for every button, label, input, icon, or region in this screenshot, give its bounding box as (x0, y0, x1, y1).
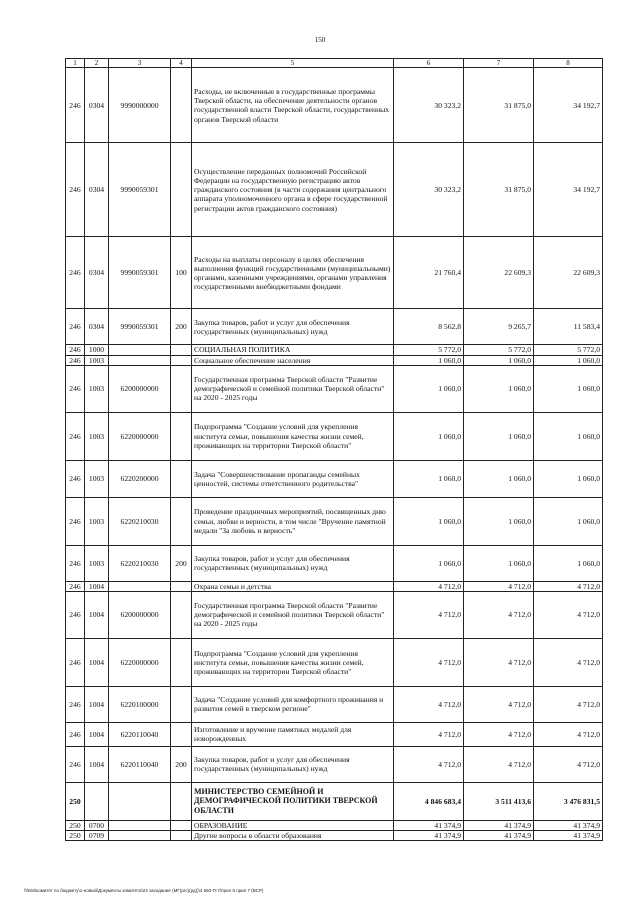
amount-2022-cell: 9 265,7 (464, 309, 534, 345)
amount-2021-cell: 1 060,0 (394, 497, 464, 545)
table-row (66, 497, 603, 545)
description-cell: Изготовление и вручение памятных медалей для новорожденных (192, 722, 394, 746)
description-cell: Осуществление переданных полномочий Российской Федерации на государственную регистрацию актов гражданского состояния (в части содержания центрального аппарата уполномоченного органа в сфере государственной регистрации актов гражданского состояния) (192, 143, 394, 237)
table-row (66, 746, 603, 782)
table-row (66, 460, 603, 497)
expense-type-cell (171, 638, 192, 686)
section-code-cell: 0304 (85, 309, 109, 345)
section-code-cell: 1003 (85, 355, 109, 365)
expense-type-cell: 200 (171, 746, 192, 782)
amount-2021-cell: 1 060,0 (394, 460, 464, 497)
column-number: 5 (192, 59, 394, 68)
target-article-cell: 6220000000 (109, 412, 171, 460)
ministry-code-cell: 246 (66, 545, 85, 581)
amount-2023-cell: 4 712,0 (534, 722, 603, 746)
description-cell: Другие вопросы в области образования (192, 830, 394, 840)
column-number-row (66, 59, 603, 68)
amount-2022-cell: 31 875,0 (464, 143, 534, 237)
footer-file-path: \\fs02\комитет по бюджету\1-новый\Документы комитета\24 заседание (МГ(ргс)(рд))\4 660-П-7\прил 6 прил 7 (ВСР) (24, 888, 264, 893)
amount-2023-cell: 22 609,3 (534, 237, 603, 309)
target-article-cell: 6220210030 (109, 545, 171, 581)
expense-type-cell (171, 782, 192, 820)
amount-2022-cell: 4 712,0 (464, 722, 534, 746)
amount-2022-cell: 41 374,9 (464, 820, 534, 830)
amount-2023-cell: 41 374,9 (534, 830, 603, 840)
expense-type-cell: 200 (171, 309, 192, 345)
amount-2022-cell: 22 609,3 (464, 237, 534, 309)
target-article-cell: 9990059301 (109, 237, 171, 309)
amount-2022-cell: 1 060,0 (464, 365, 534, 412)
amount-2022-cell: 1 060,0 (464, 412, 534, 460)
description-cell: Расходы, не включенные в государственные программы Тверской области, на обеспечение деятельности органов государственной власти Тверской области, государственных органов Тверской области (192, 68, 394, 143)
column-number: 6 (394, 59, 464, 68)
amount-2022-cell: 1 060,0 (464, 460, 534, 497)
expense-type-cell (171, 345, 192, 355)
section-code-cell: 0304 (85, 143, 109, 237)
ministry-code-cell: 246 (66, 581, 85, 591)
column-number: 8 (534, 59, 603, 68)
table-row (66, 820, 603, 830)
expense-type-cell: 100 (171, 237, 192, 309)
amount-2022-cell: 4 712,0 (464, 638, 534, 686)
description-cell: Охрана семьи и детства (192, 581, 394, 591)
ministry-code-cell: 246 (66, 722, 85, 746)
amount-2021-cell: 4 712,0 (394, 722, 464, 746)
amount-2022-cell: 5 772,0 (464, 345, 534, 355)
amount-2022-cell: 1 060,0 (464, 497, 534, 545)
amount-2023-cell: 4 712,0 (534, 581, 603, 591)
expense-type-cell (171, 591, 192, 638)
section-code-cell: 1003 (85, 497, 109, 545)
target-article-cell: 6220110040 (109, 722, 171, 746)
description-cell: СОЦИАЛЬНАЯ ПОЛИТИКА (192, 345, 394, 355)
section-code-cell (85, 782, 109, 820)
description-cell: Закупка товаров, работ и услуг для обеспечения государственных (муниципальных) нужд (192, 545, 394, 581)
section-code-cell: 1004 (85, 722, 109, 746)
expense-type-cell (171, 722, 192, 746)
amount-2021-cell: 8 562,8 (394, 309, 464, 345)
description-cell: Подпрограмма "Создание условий для укрепления института семьи, повышения качества жизни семей, проживающих на территории Тверской области" (192, 412, 394, 460)
amount-2021-cell: 4 846 683,4 (394, 782, 464, 820)
expense-type-cell (171, 355, 192, 365)
column-number: 3 (109, 59, 171, 68)
amount-2022-cell: 1 060,0 (464, 355, 534, 365)
target-article-cell: 6220210030 (109, 497, 171, 545)
amount-2023-cell: 1 060,0 (534, 355, 603, 365)
amount-2023-cell: 41 374,9 (534, 820, 603, 830)
amount-2021-cell: 41 374,9 (394, 830, 464, 840)
amount-2023-cell: 11 583,4 (534, 309, 603, 345)
target-article-cell (109, 581, 171, 591)
target-article-cell (109, 830, 171, 840)
table-row (66, 68, 603, 143)
column-number: 4 (171, 59, 192, 68)
table-row (66, 412, 603, 460)
amount-2022-cell: 1 060,0 (464, 545, 534, 581)
ministry-code-cell: 246 (66, 686, 85, 722)
description-cell: Расходы на выплаты персоналу в целях обеспечения выполнения функций государственными (муниципальными) органами, казенными учреждениями, органами управления государственными внебюджетными фондами (192, 237, 394, 309)
table-row (66, 545, 603, 581)
section-code-cell: 0304 (85, 237, 109, 309)
table-row (66, 830, 603, 840)
target-article-cell: 9990059301 (109, 309, 171, 345)
ministry-code-cell: 250 (66, 820, 85, 830)
ministry-code-cell: 246 (66, 412, 85, 460)
ministry-code-cell: 246 (66, 591, 85, 638)
amount-2021-cell: 1 060,0 (394, 545, 464, 581)
amount-2021-cell: 30 323,2 (394, 143, 464, 237)
target-article-cell: 6220200000 (109, 460, 171, 497)
ministry-code-cell: 246 (66, 497, 85, 545)
amount-2021-cell: 5 772,0 (394, 345, 464, 355)
table-row (66, 638, 603, 686)
table-row (66, 237, 603, 309)
ministry-code-cell: 246 (66, 237, 85, 309)
table-row (66, 365, 603, 412)
amount-2022-cell: 41 374,9 (464, 830, 534, 840)
amount-2021-cell: 1 060,0 (394, 355, 464, 365)
section-code-cell: 1004 (85, 638, 109, 686)
description-cell: Закупка товаров, работ и услуг для обеспечения государственных (муниципальных) нужд (192, 746, 394, 782)
target-article-cell: 6220000000 (109, 638, 171, 686)
ministry-code-cell: 246 (66, 68, 85, 143)
amount-2021-cell: 1 060,0 (394, 365, 464, 412)
expense-type-cell (171, 497, 192, 545)
description-cell: Подпрограмма "Создание условий для укрепления института семьи, повышения качества жизни семей, проживающих на территории Тверской области" (192, 638, 394, 686)
page-number: 150 (314, 36, 326, 44)
section-code-cell: 1003 (85, 545, 109, 581)
column-number: 1 (66, 59, 85, 68)
section-code-cell: 1004 (85, 686, 109, 722)
target-article-cell (109, 345, 171, 355)
amount-2023-cell: 4 712,0 (534, 746, 603, 782)
expense-type-cell (171, 412, 192, 460)
column-number: 7 (464, 59, 534, 68)
amount-2022-cell: 4 712,0 (464, 746, 534, 782)
target-article-cell: 6200000000 (109, 365, 171, 412)
description-cell: Задача "Совершенствование пропаганды семейных ценностей, системы ответственного родительства" (192, 460, 394, 497)
section-code-cell: 1004 (85, 581, 109, 591)
amount-2023-cell: 1 060,0 (534, 460, 603, 497)
description-cell: Закупка товаров, работ и услуг для обеспечения государственных (муниципальных) нужд (192, 309, 394, 345)
amount-2023-cell: 5 772,0 (534, 345, 603, 355)
table-row (66, 782, 603, 820)
table-row (66, 345, 603, 355)
section-code-cell: 0700 (85, 820, 109, 830)
target-article-cell: 6220110040 (109, 746, 171, 782)
target-article-cell (109, 355, 171, 365)
expense-type-cell (171, 143, 192, 237)
target-article-cell: 9990059301 (109, 143, 171, 237)
description-cell: Социальное обеспечение населения (192, 355, 394, 365)
table-row (66, 355, 603, 365)
amount-2021-cell: 4 712,0 (394, 581, 464, 591)
ministry-code-cell: 246 (66, 355, 85, 365)
amount-2021-cell: 21 760,4 (394, 237, 464, 309)
ministry-code-cell: 246 (66, 365, 85, 412)
amount-2023-cell: 1 060,0 (534, 545, 603, 581)
ministry-code-cell: 246 (66, 638, 85, 686)
section-code-cell: 1003 (85, 365, 109, 412)
target-article-cell: 6200000000 (109, 591, 171, 638)
expense-type-cell (171, 820, 192, 830)
ministry-code-cell: 246 (66, 746, 85, 782)
target-article-cell (109, 782, 171, 820)
expense-type-cell (171, 365, 192, 412)
amount-2021-cell: 4 712,0 (394, 591, 464, 638)
table-row (66, 143, 603, 237)
table-row (66, 591, 603, 638)
amount-2021-cell: 4 712,0 (394, 746, 464, 782)
amount-2022-cell: 4 712,0 (464, 591, 534, 638)
section-code-cell: 1003 (85, 460, 109, 497)
amount-2022-cell: 31 875,0 (464, 68, 534, 143)
amount-2023-cell: 1 060,0 (534, 412, 603, 460)
expense-type-cell (171, 830, 192, 840)
section-code-cell: 0304 (85, 68, 109, 143)
ministry-code-cell: 246 (66, 345, 85, 355)
amount-2022-cell: 4 712,0 (464, 686, 534, 722)
column-number: 2 (85, 59, 109, 68)
section-code-cell: 1004 (85, 746, 109, 782)
amount-2021-cell: 41 374,9 (394, 820, 464, 830)
ministry-code-cell: 246 (66, 460, 85, 497)
description-cell: Задача "Создание условий для комфортного проживания и развития семей в тверском регионе" (192, 686, 394, 722)
description-cell: ОБРАЗОВАНИЕ (192, 820, 394, 830)
expense-type-cell (171, 686, 192, 722)
table-row (66, 581, 603, 591)
section-code-cell: 1000 (85, 345, 109, 355)
amount-2021-cell: 1 060,0 (394, 412, 464, 460)
amount-2023-cell: 34 192,7 (534, 68, 603, 143)
amount-2022-cell: 4 712,0 (464, 581, 534, 591)
amount-2023-cell: 4 712,0 (534, 638, 603, 686)
table-row (66, 309, 603, 345)
section-code-cell: 0709 (85, 830, 109, 840)
amount-2023-cell: 1 060,0 (534, 365, 603, 412)
description-cell: Проведение праздничных мероприятий, посвященных дню семьи, любви и верности, в том числе "Вручение памятной медали "За любовь и верность" (192, 497, 394, 545)
target-article-cell: 9990000000 (109, 68, 171, 143)
budget-table (65, 58, 603, 841)
amount-2021-cell: 4 712,0 (394, 638, 464, 686)
target-article-cell (109, 820, 171, 830)
ministry-code-cell: 250 (66, 830, 85, 840)
section-code-cell: 1004 (85, 591, 109, 638)
ministry-code-cell: 246 (66, 309, 85, 345)
amount-2023-cell: 4 712,0 (534, 591, 603, 638)
expense-type-cell: 200 (171, 545, 192, 581)
expense-type-cell (171, 68, 192, 143)
expense-type-cell (171, 581, 192, 591)
description-cell: Государственная программа Тверской области "Развитие демографической и семейной политики Тверской области" на 2020 - 2025 годы (192, 591, 394, 638)
ministry-code-cell: 250 (66, 782, 85, 820)
description-cell: МИНИСТЕРСТВО СЕМЕЙНОЙ И ДЕМОГРАФИЧЕСКОЙ ПОЛИТИКИ ТВЕРСКОЙ ОБЛАСТИ (192, 782, 394, 820)
description-cell: Государственная программа Тверской области "Развитие демографической и семейной политики Тверской области" на 2020 - 2025 годы (192, 365, 394, 412)
section-code-cell: 1003 (85, 412, 109, 460)
table-row (66, 722, 603, 746)
amount-2023-cell: 34 192,7 (534, 143, 603, 237)
amount-2021-cell: 30 323,2 (394, 68, 464, 143)
amount-2023-cell: 3 476 831,5 (534, 782, 603, 820)
target-article-cell: 6220100000 (109, 686, 171, 722)
amount-2022-cell: 3 511 413,6 (464, 782, 534, 820)
expense-type-cell (171, 460, 192, 497)
amount-2023-cell: 4 712,0 (534, 686, 603, 722)
amount-2023-cell: 1 060,0 (534, 497, 603, 545)
table-row (66, 686, 603, 722)
ministry-code-cell: 246 (66, 143, 85, 237)
amount-2021-cell: 4 712,0 (394, 686, 464, 722)
